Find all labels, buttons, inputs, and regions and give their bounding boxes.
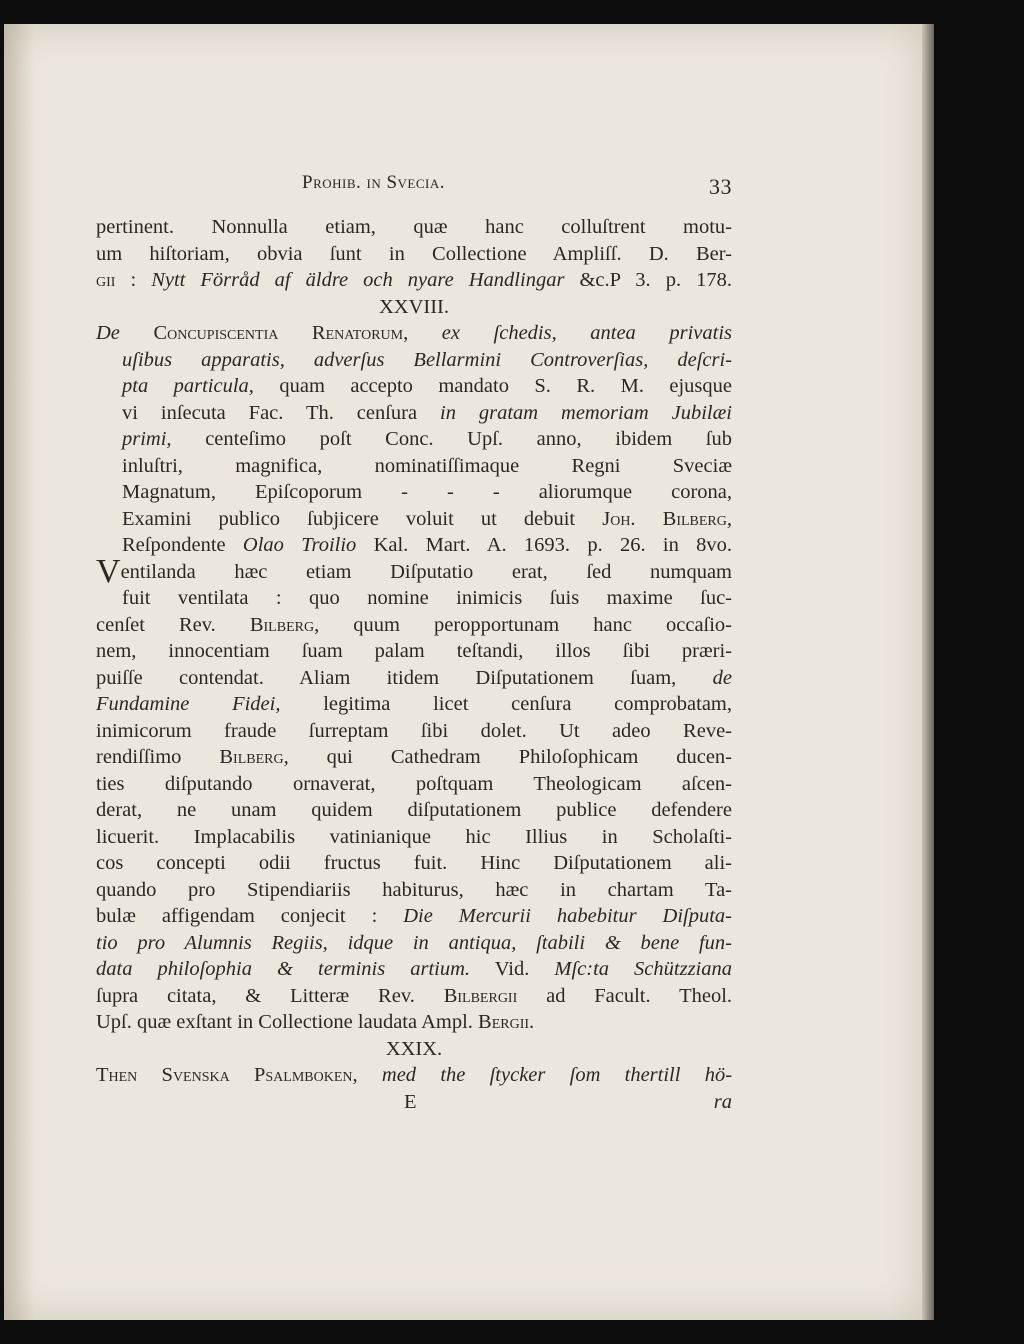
text-line: pta particula, quam accepto mandato S. R. M. ejusque	[122, 375, 732, 397]
page-number: 33	[709, 174, 732, 199]
text-line: derat, ne unam quidem diſputationem publice defendere	[96, 799, 732, 821]
text-line: bulæ affigendam conjecit : Die Mercurii habebitur Diſputa-	[96, 905, 732, 927]
text-line: uſibus apparatis, adverſus Bellarmini Controverſias, deſcri-	[122, 348, 732, 371]
text-line: quando pro Stipendiariis habiturus, hæc in chartam Ta-	[96, 878, 732, 901]
catchline	[96, 1089, 732, 1116]
text-line: inimicorum fraude ſurreptam ſibi dolet. Ut adeo Reve-	[96, 719, 732, 742]
text-line: cenſet Rev. Bilberg, quum peropportunam hanc occaſio-	[96, 613, 733, 636]
text-line: Magnatum, Epiſcoporum - - - aliorumque corona,	[122, 481, 732, 503]
text-line: rendiſſimo Bilberg, qui Cathedram Philoſophicam ducen-	[96, 746, 733, 768]
running-head	[302, 172, 732, 202]
text-line: nem, innocentiam ſuam palam teſtandi, illos ſibi præri-	[96, 640, 732, 662]
text-line: puiſſe contendat. Aliam itidem Diſputationem ſuam, de	[96, 666, 733, 689]
text-line: Fundamine Fidei, legitima licet cenſura comprobatam,	[96, 693, 732, 715]
text-line: ſupra citata, & Litteræ Rev. Bilbergii ad Facult. Theol.	[96, 984, 733, 1007]
section-heading: XXVIII.	[378, 295, 450, 318]
book-page	[4, 24, 922, 1320]
text-line: inluſtri, magnifica, nominatiſſimaque Regni Sveciæ	[122, 454, 732, 477]
text-line: Then Svenska Psalmboken, med the ſtycker ſom thertill hö-	[96, 1064, 733, 1086]
text-line: licuerit. Implacabilis vatinianique hic Illius in Scholaſti-	[96, 825, 732, 848]
text-line: gii : Nytt Förråd af äldre och nyare Handlingar &c.P 3. p. 178.	[96, 269, 732, 291]
page-edge	[922, 24, 934, 1320]
initial-letter: V	[96, 552, 121, 590]
text-line: tio pro Alumnis Regiis, idque in antiqua, ſtabili & bene fun-	[96, 931, 732, 954]
text-line: pertinent. Nonnulla etiam, quæ hanc colluſtrent motu-	[96, 216, 732, 238]
text-line: Reſpondente Olao Troilio Kal. Mart. A. 1693. p. 26. in 8vo.	[122, 534, 733, 556]
text-line: De Concupiscentia Renatorum, ex ſchedis, antea privatis	[96, 322, 732, 344]
text-line: primi, centeſimo poſt Conc. Upſ. anno, ibidem ſub	[122, 428, 732, 450]
gutter-shadow	[4, 24, 34, 1320]
signature-mark: E	[404, 1090, 417, 1113]
text-line: cos concepti odii fructus fuit. Hinc Diſputationem ali-	[96, 852, 732, 874]
running-title: Prohib. in Svecia.	[302, 172, 446, 193]
text-line: fuit ventilata : quo nomine inimicis ſuis maxime ſuc-	[122, 587, 732, 609]
section-heading: XXIX.	[385, 1037, 443, 1060]
text-line: vi inſecuta Fac. Th. cenſura in gratam memoriam Jubilæi	[122, 401, 732, 424]
text-line: Examini publico ſubjicere voluit ut debuit Joh. Bilberg,	[122, 507, 732, 530]
text-line: Ventilanda hæc etiam Diſputatio erat, ſed numquam	[96, 552, 732, 590]
body-text	[96, 214, 732, 1115]
text-line: data philoſophia & terminis artium. Vid. Mſc:ta Schützziana	[96, 958, 733, 980]
text-line: um hiſtoriam, obvia ſunt in Collectione Ampliſſ. D. Ber-	[96, 242, 732, 265]
text-line: ties diſputando ornaverat, poſtquam Theologicam aſcen-	[96, 772, 732, 795]
catchword: ra	[713, 1090, 732, 1113]
text-line: Upſ. quæ exſtant in Collectione laudata Ampl. Bergii.	[96, 1011, 535, 1033]
